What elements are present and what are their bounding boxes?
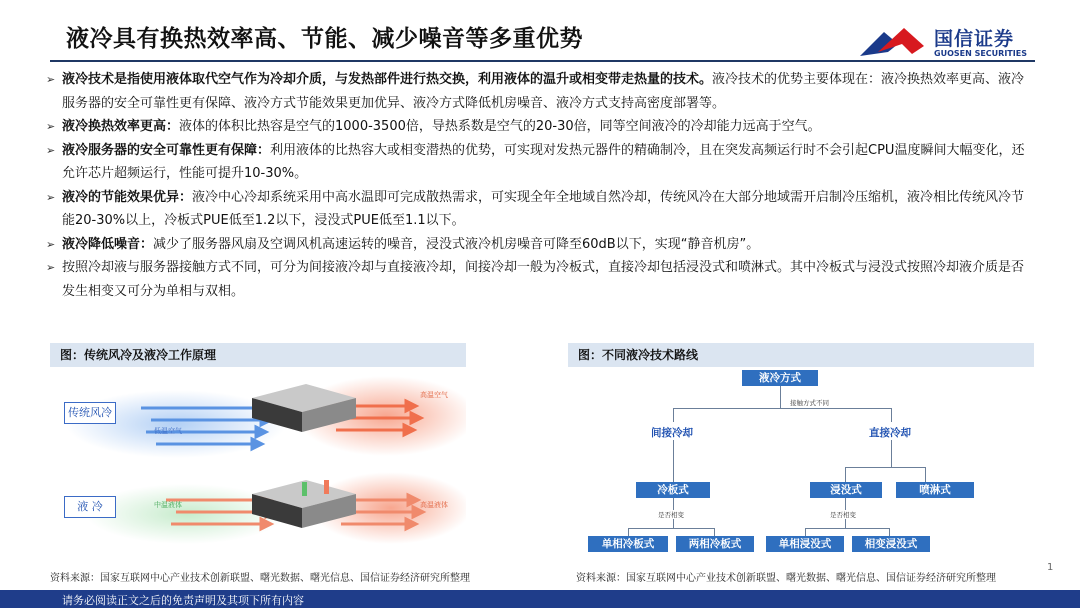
hot-liquid-label: 高温液体	[420, 501, 448, 509]
company-logo	[858, 22, 1038, 64]
bullet-item	[46, 139, 1036, 186]
connector-line	[714, 528, 715, 536]
bullet-lead: 液冷换热效率更高：	[62, 119, 180, 134]
bullet-lead: 液冷技术是指使用液体取代空气作为冷却介质，与发热部件进行热交换，利用液体的温升或相变带走热量的技术。	[62, 72, 713, 87]
connector-line	[780, 386, 781, 408]
figure-left-title: 图：传统风冷及液冷工作原理	[50, 343, 466, 367]
cooling-principle-graphic	[56, 376, 466, 566]
bullet-item	[46, 115, 1036, 139]
connector-line	[805, 528, 806, 536]
bullet-text: 利用液体的比热容大或相变潜热的优势，可实现对发热元器件的精确制冷，且在突发高频运行时不会引起CPU温度瞬间大幅变化，还允许芯片超频运行，性能可提升10-30%。	[62, 142, 1025, 181]
node-spray: 喷淋式	[896, 482, 974, 498]
connector-line	[628, 528, 714, 529]
bullet-item	[46, 186, 1036, 233]
arrow-icon: ➢	[46, 143, 56, 157]
bullet-text: 液体的体积比热容是空气的1000-3500倍，导热系数是空气的20-30倍，同等空间液冷的冷却能力远高于空气。	[179, 119, 821, 134]
connector-line	[889, 528, 890, 536]
connector-line	[845, 467, 846, 482]
node-root: 液冷方式	[742, 370, 818, 386]
connector-line	[805, 528, 889, 529]
bullet-lead: 液冷的节能效果优异：	[62, 189, 193, 205]
connector-line	[673, 440, 674, 482]
node-cold-plate: 冷板式	[636, 482, 710, 498]
node-direct: 直接冷却	[869, 427, 911, 439]
arrow-icon: ➢	[46, 120, 56, 133]
air-cooling-label: 传统风冷	[64, 402, 116, 424]
bullet-item	[46, 256, 1036, 303]
node-leaf: 两相冷板式	[676, 536, 754, 552]
figure-left-source: 资料来源：国家互联网中心产业技术创新联盟、曙光数据、曙光信息、国信证券经济研究所整理	[50, 573, 470, 584]
arrow-icon: ➢	[46, 73, 56, 86]
arrow-icon: ➢	[46, 190, 56, 204]
cooling-principle-illustration	[56, 376, 466, 566]
liquid-cooling-label: 液 冷	[64, 496, 116, 518]
figure-right-source: 资料来源：国家互联网中心产业技术创新联盟、曙光数据、曙光信息、国信证券经济研究所整理	[576, 573, 996, 584]
bullet-item	[46, 68, 1036, 115]
node-leaf: 单相浸没式	[766, 536, 844, 552]
cold-liquid-label: 中温液体	[154, 501, 182, 509]
hot-air-label: 高温空气	[420, 391, 448, 399]
node-leaf: 相变浸没式	[852, 536, 930, 552]
page-number: 1	[1047, 562, 1054, 573]
bullet-lead: 液冷服务器的安全可靠性更有保障：	[62, 142, 271, 158]
connector-line	[845, 467, 925, 468]
edge-contact-label: 接触方式不同	[790, 399, 829, 407]
connector-line	[891, 440, 892, 467]
arrow-icon: ➢	[46, 237, 56, 251]
connector-line	[925, 467, 926, 482]
bullet-text: 按照冷却液与服务器接触方式不同，可分为间接液冷却与直接液冷却，间接冷却一般为冷板式，直接冷却包括浸没式和喷淋式。其中冷板式与浸没式按照冷却液介质是否发生相变又可分为单相与双相。	[62, 260, 1025, 299]
connector-line	[628, 528, 629, 536]
bullet-text: 减少了服务器风扇及空调风机高速运转的噪音，浸没式液冷机房噪音可降至60dB以下，实现“静音机房”。	[153, 236, 760, 252]
title-divider	[50, 60, 1035, 62]
disclaimer-text: 请务必阅读正文之后的免责声明及其项下所有内容	[62, 594, 304, 607]
connector-line	[673, 408, 674, 422]
edge-phase-label: 是否相变	[830, 511, 856, 519]
node-indirect: 间接冷却	[651, 427, 693, 439]
page-title: 液冷具有换热效率高、节能、减少噪音等多重优势	[66, 26, 583, 52]
footer-bar	[0, 590, 1080, 608]
figure-right-title: 图：不同液冷技术路线	[568, 343, 1034, 367]
logo-name: 国信证券	[934, 28, 1015, 50]
logo-subtitle: GUOSEN SECURITIES	[934, 49, 1027, 58]
bullet-list	[46, 68, 1036, 303]
connector-line	[673, 408, 891, 409]
node-leaf: 单相冷板式	[588, 536, 668, 552]
edge-phase-label: 是否相变	[658, 511, 684, 519]
bullet-text: 液冷技术的优势主要体现在：液冷换热效率更高、液冷服务器的安全可靠性更有保障、液冷方式节能效果更加优异、液冷方式降低机房噪音、液冷方式支持高密度部署等。	[62, 72, 1025, 111]
logo-mark-icon	[858, 22, 928, 62]
bullet-item	[46, 233, 1036, 257]
bullet-lead: 液冷降低噪音：	[62, 236, 154, 252]
bullet-text: 液冷中心冷却系统采用中高水温即可完成散热需求，可实现全年全地域自然冷却，传统风冷在大部分地域需开启制冷压缩机，液冷相比传统风冷节能20-30%以上，冷板式PUE低至1.2以下，浸没式PUE低至1.1以下。	[62, 189, 1025, 228]
node-immersion: 浸没式	[810, 482, 882, 498]
connector-line	[891, 408, 892, 422]
cold-air-label: 低温空气	[154, 427, 182, 435]
arrow-icon: ➢	[46, 261, 56, 274]
